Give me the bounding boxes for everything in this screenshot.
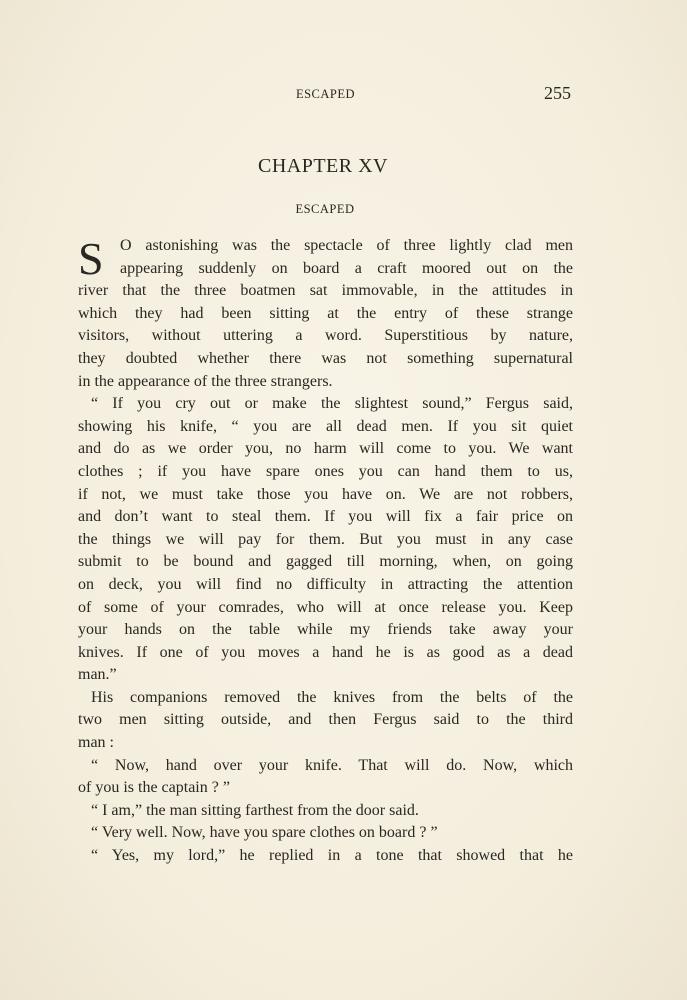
- text-line: clothes ; if you have spare ones you can hand them to us,: [78, 462, 573, 480]
- text-line: showing his knife, “ you are all dead men. If you sit quiet: [78, 417, 573, 435]
- text-line: “ If you cry out or make the slightest sound,” Fergus said,: [91, 395, 573, 413]
- running-head: [78, 84, 573, 104]
- text-line: and do as we order you, no harm will come to you. We want: [78, 440, 573, 458]
- text-line: of you is the captain ? ”: [78, 779, 230, 797]
- page-number: 255: [544, 83, 571, 103]
- text-line: man :: [78, 734, 114, 752]
- running-title: ESCAPED: [295, 87, 356, 101]
- text-line: and don’t want to steal them. If you will fix a fair price on: [78, 508, 573, 526]
- text-line: knives. If one of you moves a hand he is as good as a dead: [78, 643, 573, 661]
- text-line: O astonishing was the spectacle of three lightly clad men: [120, 237, 573, 254]
- drop-cap: S: [78, 233, 104, 284]
- chapter-title: CHAPTER XV: [257, 155, 388, 177]
- text-line: which they had been sitting at the entry of these strange: [78, 304, 573, 322]
- text-line: “ Yes, my lord,” he replied in a tone that showed that he: [91, 847, 573, 865]
- text-line: submit to be bound and gagged till morning, when, on going: [78, 553, 573, 571]
- text-line: if not, we must take those you have on. We are not robbers,: [78, 485, 573, 503]
- text-line: the things we will pay for them. But you must in any case: [78, 530, 573, 548]
- text-line: “ Very well. Now, have you spare clothes on board ? ”: [91, 824, 438, 842]
- text-line: man.”: [78, 666, 117, 684]
- text-line: His companions removed the knives from the belts of the: [91, 688, 573, 706]
- text-line: river that the three boatmen sat immovable, in the attitudes in: [78, 282, 573, 300]
- text-line: on deck, you will find no difficulty in attracting the attention: [78, 575, 573, 593]
- text-line: in the appearance of the three strangers.: [78, 372, 333, 390]
- chapter-subtitle: ESCAPED: [295, 202, 355, 216]
- text-line: appearing suddenly on board a craft moored out on the: [120, 259, 573, 277]
- text-line: they doubted whether there was not something supernatural: [78, 349, 573, 367]
- text-line: “ I am,” the man sitting farthest from the door said.: [91, 801, 419, 819]
- text-line: your hands on the table while my friends take away your: [78, 621, 573, 639]
- text-line: of some of your comrades, who will at once release you. Keep: [78, 598, 573, 616]
- body-text: [78, 235, 573, 868]
- text-line: visitors, without uttering a word. Superstitious by nature,: [78, 327, 573, 345]
- text-line: two men sitting outside, and then Fergus said to the third: [78, 711, 573, 729]
- text-line: “ Now, hand over your knife. That will do. Now, which: [91, 756, 573, 774]
